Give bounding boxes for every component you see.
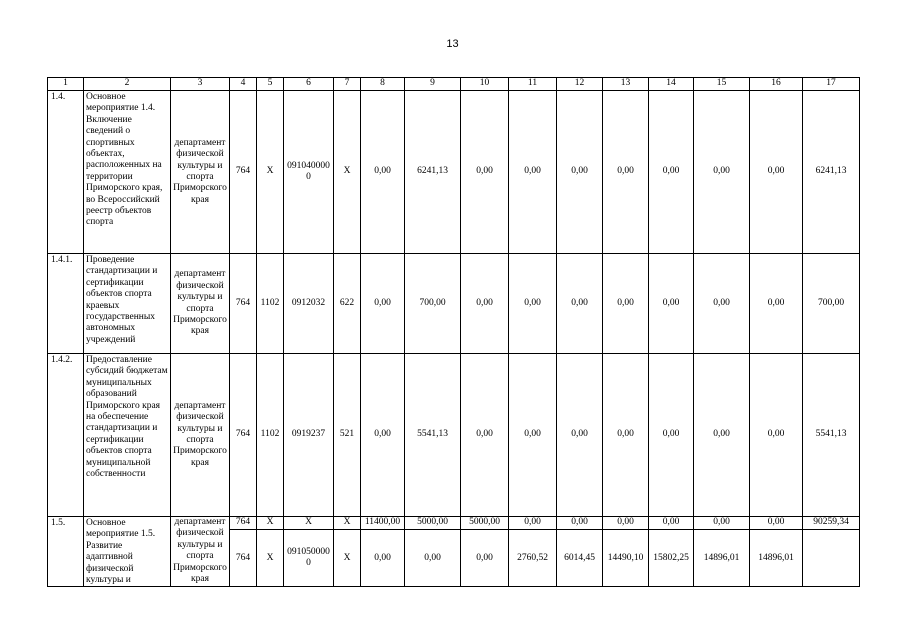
cell-value: 0,00	[750, 254, 803, 354]
cell-rzpr: 1102	[257, 254, 284, 354]
header-cell: 8	[361, 78, 405, 91]
cell-value: 0,00	[603, 254, 649, 354]
table-row	[48, 354, 860, 517]
cell-value: 0,00	[750, 354, 803, 517]
cell-grbs: 764	[230, 254, 257, 354]
cell-value: 2760,52	[509, 530, 557, 587]
cell-value: 0,00	[750, 91, 803, 254]
cell-value: 6241,13	[405, 91, 461, 254]
cell-vr: 521	[334, 354, 361, 517]
row-number: 1.4.	[48, 91, 84, 254]
cell-vr: 622	[334, 254, 361, 354]
cell-value: 5000,00	[461, 517, 509, 530]
page-number: 13	[446, 38, 459, 50]
cell-vr: X	[334, 91, 361, 254]
cell-total: 6241,13	[803, 91, 860, 254]
header-cell: 3	[171, 78, 230, 91]
header-cell: 10	[461, 78, 509, 91]
cell-value: 0,00	[557, 91, 603, 254]
row-number: 1.4.1.	[48, 254, 84, 354]
cell-value: 0,00	[750, 517, 803, 530]
cell-value: 0,00	[694, 254, 750, 354]
cell-value: 0,00	[509, 91, 557, 254]
cell-value: 5541,13	[405, 354, 461, 517]
cell-value: 0,00	[461, 530, 509, 587]
cell-value: 6014,45	[557, 530, 603, 587]
cell-value: 0,00	[603, 354, 649, 517]
executor: департамент физической культуры и спорта Приморского края	[171, 91, 230, 254]
cell-value: 0,00	[509, 354, 557, 517]
header-row	[48, 78, 860, 91]
executor: департамент физической культуры и спорта Приморского края	[171, 354, 230, 517]
budget-table	[47, 77, 860, 587]
measure-name: Предоставление субсидий бюджетам муниципальных образований Приморского края на обеспечение стандартизации и сертификации объектов спорта муниципальной собственности	[84, 354, 171, 517]
cell-total	[803, 530, 860, 587]
cell-value: 0,00	[603, 91, 649, 254]
header-cell: 16	[750, 78, 803, 91]
cell-value: 14896,01	[750, 530, 803, 587]
cell-csr: 0910400000	[284, 91, 334, 254]
row-number: 1.5.	[48, 517, 84, 587]
header-cell: 5	[257, 78, 284, 91]
header-cell: 14	[649, 78, 694, 91]
cell-value: 0,00	[361, 91, 405, 254]
header-cell: 9	[405, 78, 461, 91]
cell-rzpr: X	[257, 517, 284, 530]
header-cell: 4	[230, 78, 257, 91]
cell-value: 0,00	[649, 517, 694, 530]
table-row	[48, 254, 860, 354]
cell-value: 0,00	[509, 254, 557, 354]
cell-value: 0,00	[361, 354, 405, 517]
cell-value: 0,00	[361, 254, 405, 354]
cell-vr: X	[334, 530, 361, 587]
cell-csr: X	[284, 517, 334, 530]
cell-grbs: 764	[230, 91, 257, 254]
header-cell: 1	[48, 78, 84, 91]
cell-total: 90259,34	[803, 517, 860, 530]
header-cell: 17	[803, 78, 860, 91]
cell-csr: 0910500000	[284, 530, 334, 587]
measure-name: Основное мероприятие 1.4. Включение сведений о спортивных объектах, расположенных на территории Приморского края, во Всероссийский реестр объектов спорта	[84, 91, 171, 254]
cell-grbs: 764	[230, 530, 257, 587]
measure-name: Проведение стандартизации и сертификации объектов спорта краевых государственных автономных учреждений	[84, 254, 171, 354]
cell-value: 11400,00	[361, 517, 405, 530]
cell-csr: 0919237	[284, 354, 334, 517]
cell-value: 15802,25	[649, 530, 694, 587]
cell-value: 0,00	[694, 354, 750, 517]
cell-value: 0,00	[649, 354, 694, 517]
cell-rzpr: X	[257, 91, 284, 254]
cell-value: 0,00	[405, 530, 461, 587]
cell-value: 0,00	[603, 517, 649, 530]
cell-value: 0,00	[509, 517, 557, 530]
header-cell: 2	[84, 78, 171, 91]
cell-value: 0,00	[557, 517, 603, 530]
row-number: 1.4.2.	[48, 354, 84, 517]
table-row	[48, 91, 860, 254]
cell-value: 0,00	[649, 91, 694, 254]
cell-value: 0,00	[694, 517, 750, 530]
cell-value: 0,00	[461, 354, 509, 517]
cell-value: 0,00	[557, 254, 603, 354]
header-cell: 7	[334, 78, 361, 91]
cell-total: 700,00	[803, 254, 860, 354]
executor: департамент физической культуры и спорта Приморского края	[171, 517, 230, 587]
cell-value: 0,00	[649, 254, 694, 354]
cell-value: 700,00	[405, 254, 461, 354]
cell-value: 14490,10	[603, 530, 649, 587]
cell-value: 0,00	[461, 91, 509, 254]
cell-grbs: 764	[230, 517, 257, 530]
cell-value: 0,00	[694, 91, 750, 254]
cell-csr: 0912032	[284, 254, 334, 354]
table-row	[48, 517, 860, 530]
header-cell: 11	[509, 78, 557, 91]
executor: департамент физической культуры и спорта Приморского края	[171, 254, 230, 354]
cell-rzpr: 1102	[257, 354, 284, 517]
cell-value: 14896,01	[694, 530, 750, 587]
cell-value: 5000,00	[405, 517, 461, 530]
measure-name: Основное мероприятие 1.5. Развитие адаптивной физической культуры и	[84, 517, 171, 587]
cell-total: 5541,13	[803, 354, 860, 517]
header-cell: 15	[694, 78, 750, 91]
cell-vr: X	[334, 517, 361, 530]
cell-value: 0,00	[557, 354, 603, 517]
cell-rzpr: X	[257, 530, 284, 587]
cell-value: 0,00	[361, 530, 405, 587]
cell-value: 0,00	[461, 254, 509, 354]
header-cell: 6	[284, 78, 334, 91]
header-cell: 13	[603, 78, 649, 91]
header-cell: 12	[557, 78, 603, 91]
cell-grbs: 764	[230, 354, 257, 517]
